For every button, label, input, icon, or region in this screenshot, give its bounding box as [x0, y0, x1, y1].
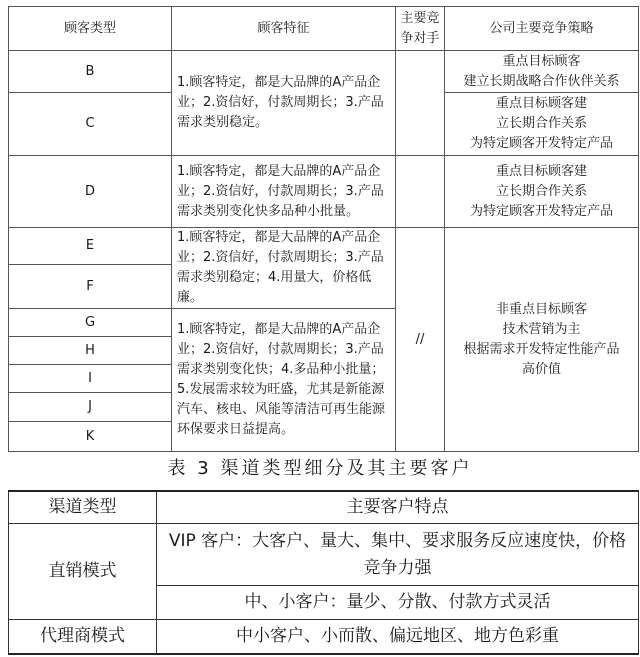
channel-type-table [8, 490, 639, 655]
customer-type-d: D [9, 156, 172, 228]
customer-type-i: I [9, 365, 172, 393]
header-strategy: 公司主要竞争策略 [445, 7, 639, 51]
feature-gk: 1.顾客特定，都是大品牌的A产品企业；2.资信好，付款周期长；3.产品需求类别变化快；4.多品种小批量；5.发展需求较为旺盛，尤其是新能源汽车、核电、风能等清洁可再生能源环保要求日益提高。 [172, 309, 396, 452]
header-channel-type: 渠道类型 [9, 491, 157, 524]
table3-caption: 表 3 渠道类型细分及其主要客户 [167, 458, 473, 479]
header-customer-characteristics: 主要客户特点 [157, 491, 639, 524]
customer-type-b: B [9, 51, 172, 93]
competitor-d [396, 156, 445, 228]
direct-small-customers: 中、小客户：量少、分散、付款方式灵活 [157, 586, 639, 620]
header-customer-type: 顾客类型 [9, 7, 172, 51]
header-main-competitor: 主要竞 争对手 [396, 7, 445, 51]
strategy-c: 重点目标顾客建 立长期合作关系 为特定顾客开发特定产品 [445, 93, 639, 156]
channel-agent: 代理商模式 [9, 620, 157, 654]
agent-customers: 中小客户、小而散、偏远地区、地方色彩重 [157, 620, 639, 654]
feature-ef: 1.顾客特定，都是大品牌的A产品企业；2.资信好，付款周期长；3.产品需求类别稳定；4.用量大，价格低廉。 [172, 228, 396, 309]
competitor-bc [396, 51, 445, 156]
feature-d: 1.顾客特定，都是大品牌的A产品企业；2.资信好，付款周期长；3.产品需求类别变化快多品种小批量。 [172, 156, 396, 228]
competitor-ek: // [396, 228, 445, 452]
strategy-ek: 非重点目标顾客 技术营销为主 根据需求开发特定性能产品 高价值 [445, 228, 639, 452]
strategy-d: 重点目标顾客建 立长期合作关系 为特定顾客开发特定产品 [445, 156, 639, 228]
customer-type-c: C [9, 93, 172, 156]
customer-type-e: E [9, 228, 172, 265]
feature-bc: 1.顾客特定，都是大品牌的A产品企业；2.资信好，付款周期长；3.产品需求类别稳定。 [172, 51, 396, 156]
header-customer-feature: 顾客特征 [172, 7, 396, 51]
customer-type-table [8, 6, 639, 452]
customer-type-k: K [9, 422, 172, 452]
direct-vip-customers: VIP 客户：大客户、量大、集中、要求服务反应速度快，价格竞争力强 [157, 524, 639, 586]
channel-direct-sales: 直销模式 [9, 524, 157, 620]
customer-type-g: G [9, 309, 172, 337]
customer-type-f: F [9, 265, 172, 309]
customer-type-h: H [9, 337, 172, 365]
customer-type-j: J [9, 393, 172, 422]
strategy-b: 重点目标顾客 建立长期战略合作伙伴关系 [445, 51, 639, 93]
